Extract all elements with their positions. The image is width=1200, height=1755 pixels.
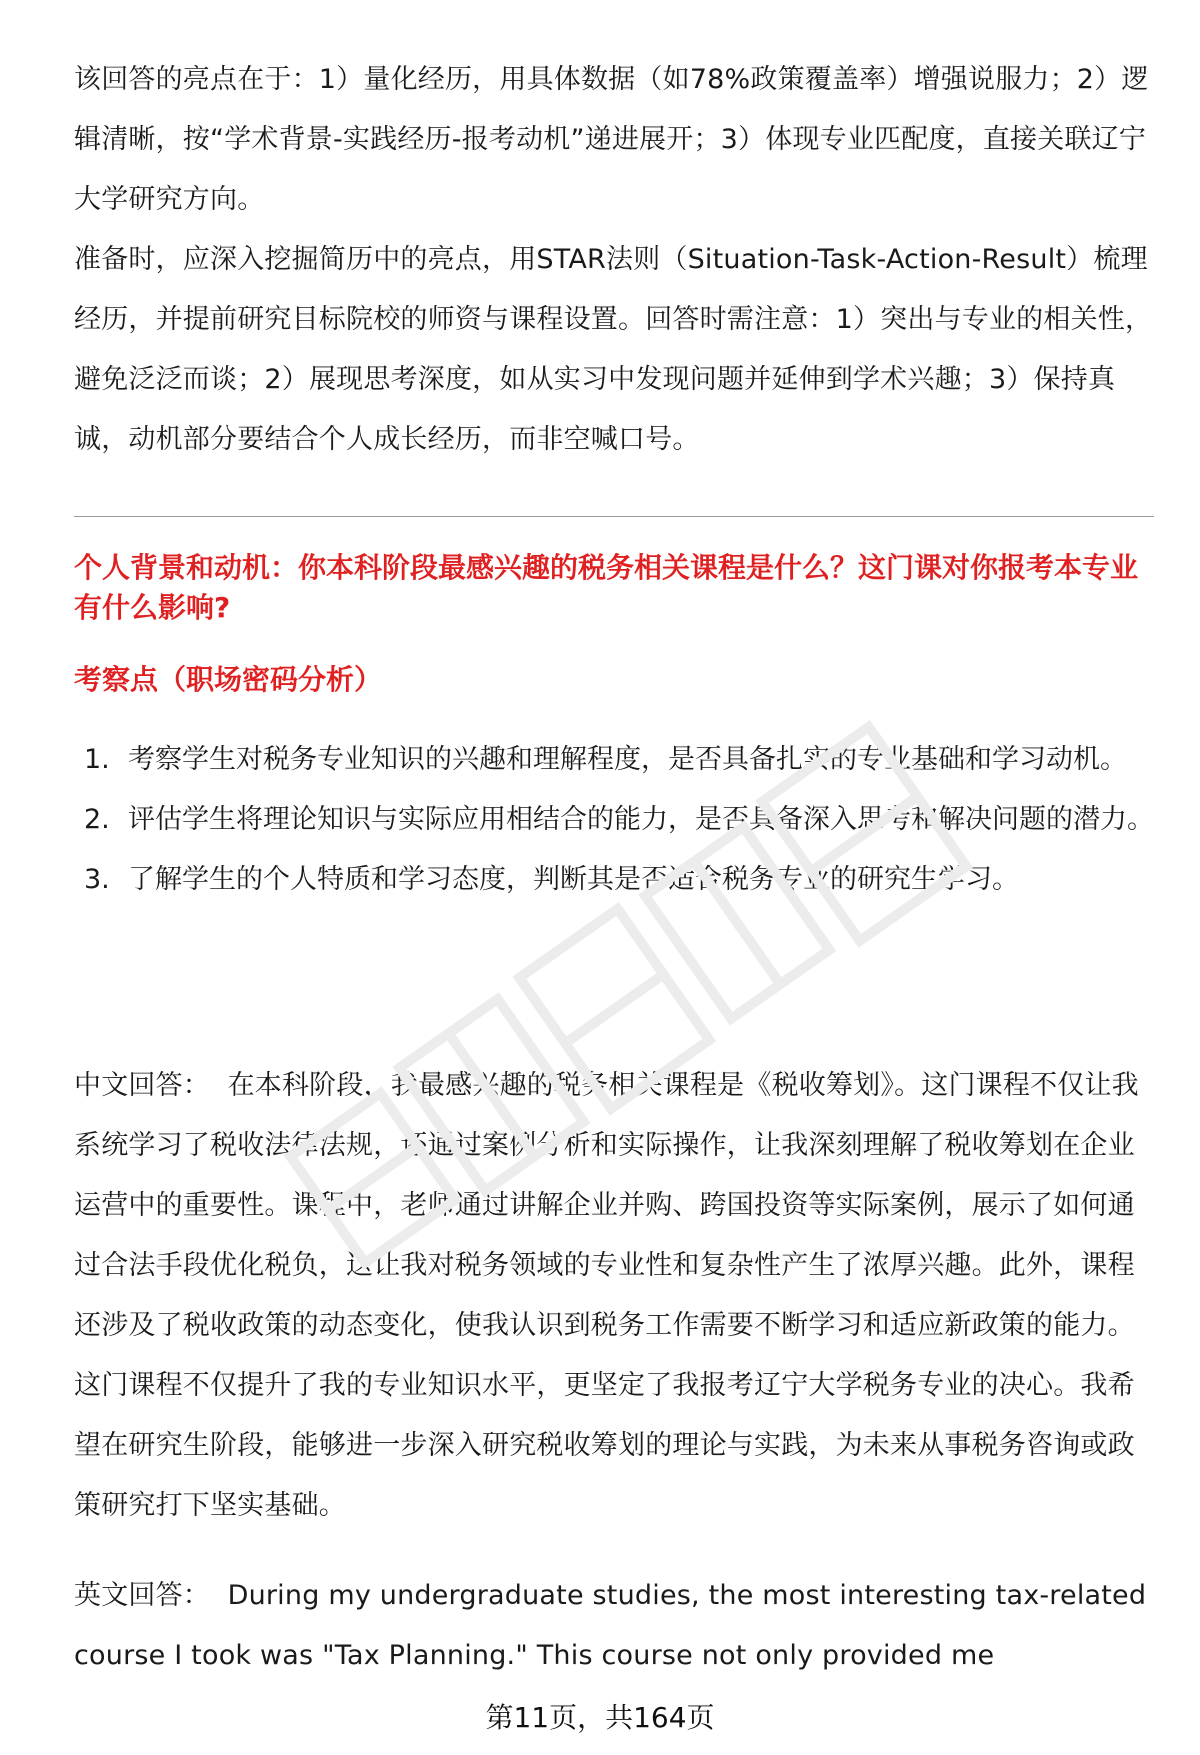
intro-paragraph-1: 该回答的亮点在于：1）量化经历，用具体数据（如78%政策覆盖率）增强说服力；2）逻辑清晰，按“学术背景-实践经历-报考动机”递进展开；3）体现专业匹配度，直接关联辽宁大学研究方向。 (74, 64, 1149, 215)
intro-section (74, 50, 1154, 470)
list-item-number: 1. (84, 744, 110, 775)
list-item-text: 评估学生将理论知识与实际应用相结合的能力，是否具备深入思考和解决问题的潜力。 (128, 804, 1154, 835)
chinese-answer (74, 1056, 1154, 1536)
intro-paragraph-2: 准备时，应深入挖掘简历中的亮点，用STAR法则（Situation-Task-Action-Result）梳理经历，并提前研究目标院校的师资与课程设置。回答时需注意：1）突出与专业的相关性，避免泛泛而谈；2）展现思考深度，如从实习中发现问题并延伸到学术兴趣；3）保持真诚，动机部分要结合个人成长经历，而非空喊口号。 (74, 244, 1153, 455)
list-item (74, 850, 1154, 910)
question-title: 个人背景和动机：你本科阶段最感兴趣的税务相关课程是什么？这门课对你报考本专业有什么影响? (74, 551, 1139, 624)
list-item-text: 考察学生对税务专业知识的兴趣和理解程度，是否具备扎实的专业基础和学习动机。 (128, 744, 1127, 775)
list-item-number: 3. (84, 864, 110, 895)
assessment-points-list (74, 730, 1154, 910)
english-answer-label: 英文回答： (74, 1580, 210, 1611)
page-footer: 第11页，共164页 (485, 1701, 715, 1734)
chinese-answer-label: 中文回答： (74, 1070, 210, 1101)
english-answer-text: During my undergraduate studies, the most interesting tax-related course I took was "Tax Planning." This course not only provided me (74, 1580, 1147, 1671)
list-item (74, 730, 1154, 790)
question-subtitle: 考察点（职场密码分析） (74, 663, 383, 696)
chinese-answer-text: 在本科阶段，我最感兴趣的税务相关课程是《税收筹划》。这门课程不仅让我系统学习了税收法律法规，还通过案例分析和实际操作，让我深刻理解了税收筹划在企业运营中的重要性。课程中，老师通过讲解企业并购、跨国投资等实际案例，展示了如何通过合法手段优化税负，这让我对税务领域的专业性和复杂性产生了浓厚兴趣。此外，课程还涉及了税收政策的动态变化，使我认识到税务工作需要不断学习和适应新政策的能力。这门课程不仅提升了我的专业知识水平，更坚定了我报考辽宁大学税务专业的决心。我希望在研究生阶段，能够进一步深入研究税收筹划的理论与实践，为未来从事税务咨询或政策研究打下坚实基础。 (74, 1070, 1139, 1521)
english-answer (74, 1566, 1154, 1686)
list-item-number: 2. (84, 804, 110, 835)
section-divider (74, 516, 1154, 517)
list-item-text: 了解学生的个人特质和学习态度，判断其是否适合税务专业的研究生学习。 (128, 864, 1019, 895)
list-item (74, 790, 1154, 850)
